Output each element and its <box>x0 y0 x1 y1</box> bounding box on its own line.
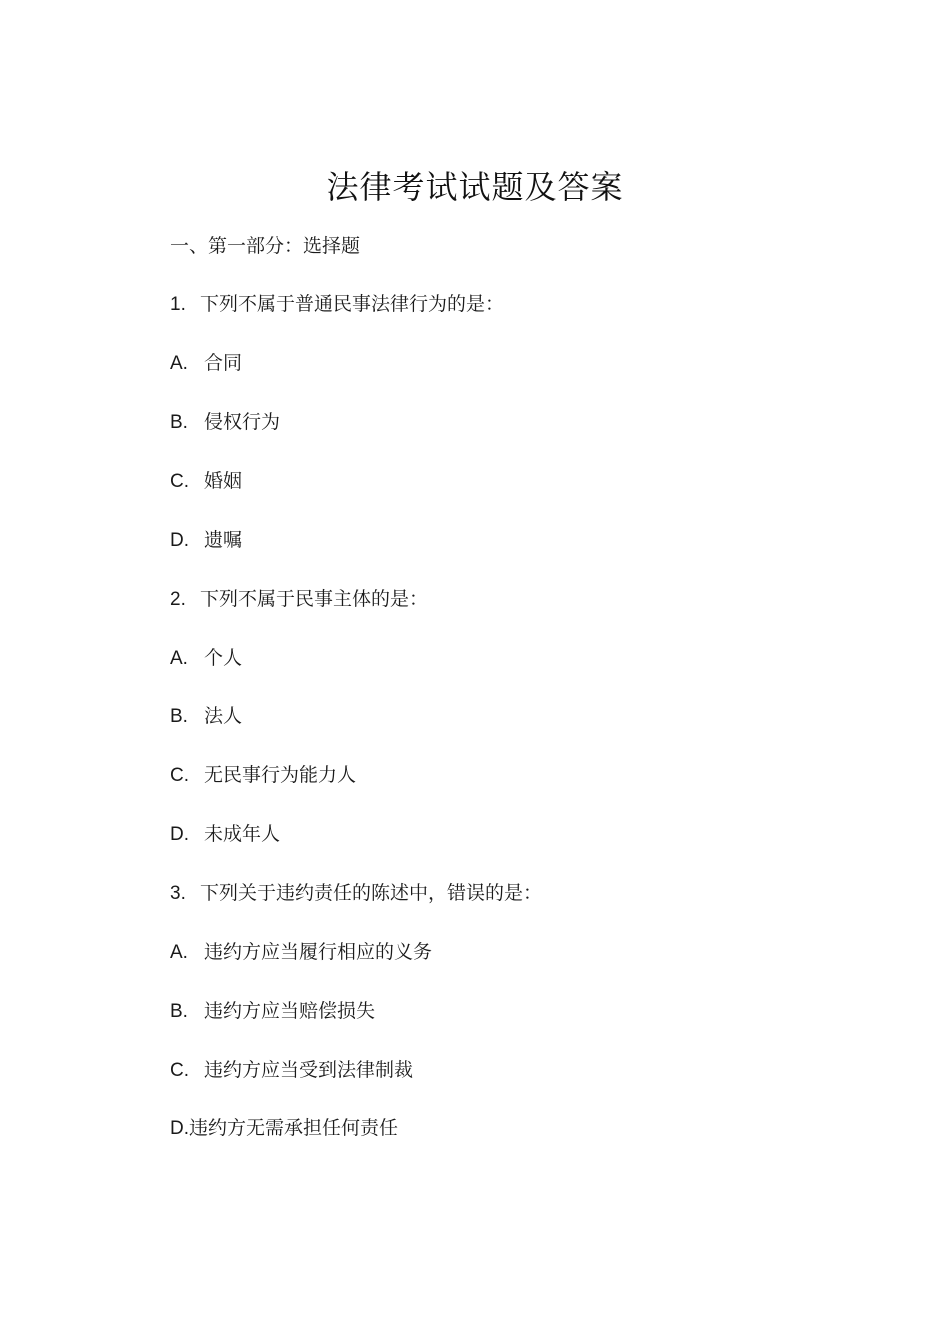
option-letter: D. <box>170 824 189 845</box>
question-3 <box>170 880 542 907</box>
option-text: 合同 <box>204 352 243 374</box>
q3-option-a <box>170 939 432 966</box>
option-letter: B. <box>170 1001 188 1022</box>
option-letter: A. <box>170 648 188 669</box>
option-letter: C. <box>170 765 189 786</box>
option-letter: D. <box>170 530 189 551</box>
question-2 <box>170 586 428 613</box>
option-letter: A. <box>170 353 188 374</box>
question-text: 下列不属于普通民事法律行为的是： <box>200 293 505 315</box>
option-text: 婚姻 <box>204 470 243 492</box>
option-letter: A. <box>170 942 188 963</box>
q3-option-b <box>170 998 375 1025</box>
option-text: 无民事行为能力人 <box>204 764 357 786</box>
q1-option-a <box>170 350 242 377</box>
question-1 <box>170 291 504 318</box>
option-letter: B. <box>170 706 188 727</box>
q1-option-d <box>170 527 242 554</box>
q2-option-c <box>170 762 356 789</box>
q1-option-c <box>170 468 242 495</box>
option-letter: C. <box>170 1060 189 1081</box>
option-letter: B. <box>170 412 188 433</box>
q2-option-b <box>170 703 242 730</box>
q2-option-d <box>170 821 280 848</box>
option-text: 遗嘱 <box>204 529 243 551</box>
option-text: 侵权行为 <box>204 411 281 433</box>
option-text: 个人 <box>204 647 243 669</box>
question-text: 下列不属于民事主体的是： <box>200 588 429 610</box>
q2-option-a <box>170 645 242 672</box>
option-letter: D. <box>170 1118 189 1139</box>
option-letter: C. <box>170 471 189 492</box>
option-text: 未成年人 <box>204 823 281 845</box>
q1-option-b <box>170 409 280 436</box>
question-text: 下列关于违约责任的陈述中，错误的是： <box>200 882 543 904</box>
q3-option-c <box>170 1057 413 1084</box>
q3-option-d <box>170 1115 398 1142</box>
option-text: 违约方应当赔偿损失 <box>204 1000 376 1022</box>
page-title: 法律考试试题及答案 <box>326 168 624 206</box>
question-number: 2. <box>170 589 186 610</box>
question-number: 1. <box>170 294 186 315</box>
question-number: 3. <box>170 883 186 904</box>
section-heading: 一、第一部分：选择题 <box>170 235 361 257</box>
option-text: 违约方应当受到法律制裁 <box>204 1059 414 1081</box>
option-text: 法人 <box>204 705 243 727</box>
option-text: 违约方无需承担任何责任 <box>189 1117 399 1139</box>
option-text: 违约方应当履行相应的义务 <box>204 941 433 963</box>
